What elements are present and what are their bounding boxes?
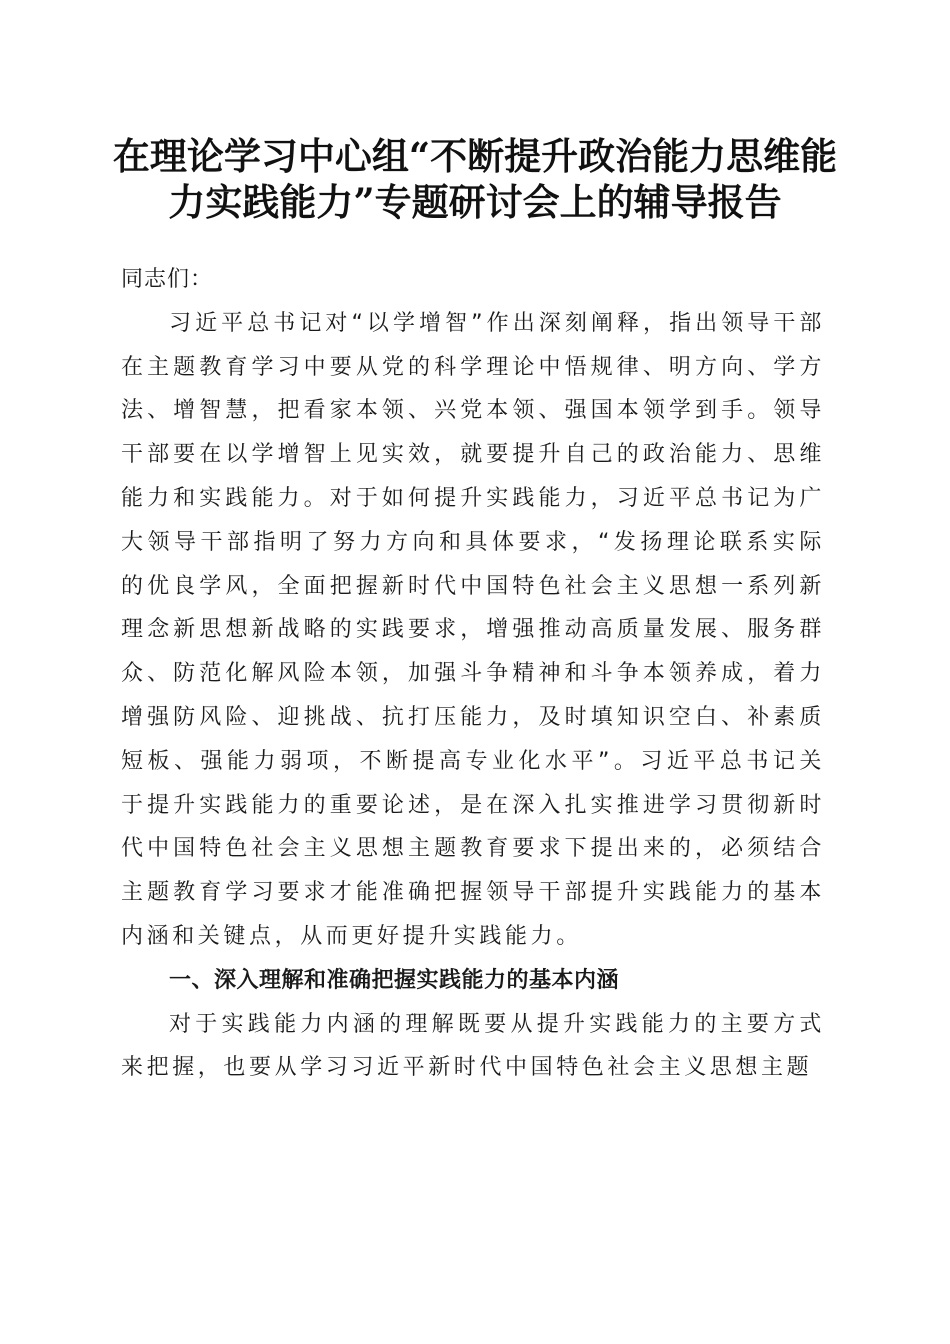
section-heading-1: 一、深入理解和准确把握实践能力的基本内涵 xyxy=(169,967,620,993)
salutation: 同志们： xyxy=(121,267,214,292)
paragraph-1: 习近平总书记对“以学增智”作出深刻阐释，指出领导干部在主题教育学习中要从党的科学理论中悟规律、明方向、学方法、增智慧，把看家本领、兴党本领、强国本领学到手。领导干部要在以学增智上见实效，就要提升自己的政治能力、思维能力和实践能力。对于如何提升实践能力，习近平总书记为广大领导干部指明了努力方向和具体要求，“发扬理论联系实际的优良学风，全面把握新时代中国特色社会主义思想一系列新理念新思想新战略的实践要求，增强推动高质量发展、服务群众、防范化解风险本领，加强斗争精神和斗争本领养成，着力增强防风险、迎挑战、抗打压能力，及时填知识空白、补素质短板、强能力弱项，不断提高专业化水平”。习近平总书记关于提升实践能力的重要论述，是在深入扎实推进学习贯彻新时代中国特色社会主义思想主题教育要求下提出来的，必须结合主题教育学习要求才能准确把握领导干部提升实践能力的基本内涵和关键点，从而更好提升实践能力。 xyxy=(121,310,825,949)
paragraph-2: 对于实践能力内涵的理解既要从提升实践能力的主要方式来把握，也要从学习习近平新时代中国特色社会主义思想主题 xyxy=(121,1011,825,1081)
title-line-2: 力实践能力”专题研讨会上的辅导报告 xyxy=(168,180,782,224)
document-title xyxy=(100,133,850,225)
title-line-1: 在理论学习中心组“不断提升政治能力思维能 xyxy=(112,134,838,178)
document-body xyxy=(121,258,825,1090)
